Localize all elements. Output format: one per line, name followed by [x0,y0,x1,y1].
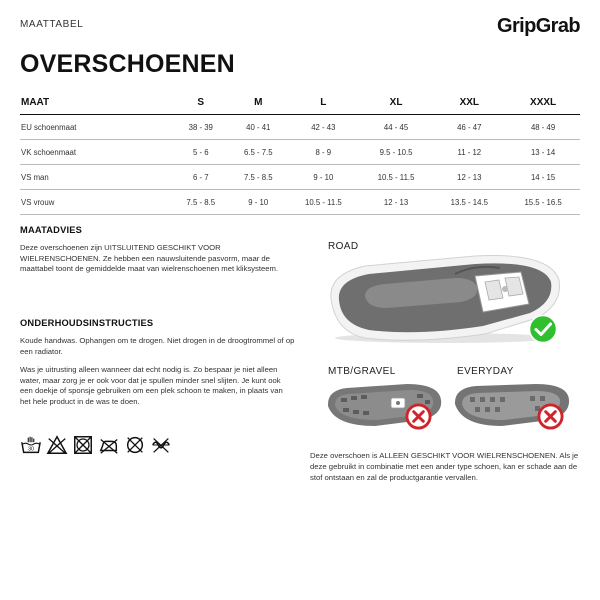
table-row [20,115,580,140]
table-cell: 40 - 41 [230,115,288,140]
column-header: L [287,90,360,115]
no-wring-icon [150,434,172,456]
table-cell: 11 - 12 [432,140,506,165]
table-cell: 7.5 - 8.5 [230,165,288,190]
page-title: OVERSCHOENEN [20,50,235,78]
brand-logo: GripGrab [497,15,580,37]
road-label: ROAD [328,241,359,252]
table-cell: 8 - 9 [287,140,360,165]
table-cell: 6 - 7 [172,165,230,190]
column-header: XL [360,90,433,115]
table-cell: 14 - 15 [506,165,580,190]
table-cell: 12 - 13 [432,165,506,190]
no-dry-clean-icon [124,434,146,456]
no-tumble-dry-icon [72,434,94,456]
table-cell: 9 - 10 [287,165,360,190]
row-label: EU schoenmaat [20,115,172,140]
compatibility-note: Deze overschoen is ALLEEN GESCHIKT VOOR WIELRENSCHOENEN. Als je deze gebruikt in combinatie met een ander type schoen, kan er schade aan de stof ontstaan en zal de productgarantie vervallen. [310,451,579,482]
column-header: M [230,90,288,115]
sizing-advice-heading: MAATADVIES [20,225,83,235]
care-icons [20,434,172,456]
table-cell: 9.5 - 10.5 [360,140,433,165]
table-cell: 46 - 47 [432,115,506,140]
table-cell: 9 - 10 [230,190,288,215]
table-row [20,140,580,165]
column-header: MAAT [20,90,172,115]
table-cell: 6.5 - 7.5 [230,140,288,165]
care-heading: ONDERHOUDSINSTRUCTIES [20,318,154,328]
hand-wash-icon [20,434,42,456]
column-header: S [172,90,230,115]
everyday-label: EVERYDAY [457,366,514,377]
page-subtitle: MAATTABEL [20,19,84,30]
care-text-1: Koude handwas. Ophangen om te drogen. Niet drogen in de droogtrommel of op een radiator. [20,336,295,356]
everyday-not-compatible-icon [537,403,564,430]
no-bleach-icon [46,434,68,456]
column-header: XXXL [506,90,580,115]
table-cell: 13 - 14 [506,140,580,165]
table-cell: 44 - 45 [360,115,433,140]
table-cell: 10.5 - 11.5 [360,165,433,190]
table-cell: 5 - 6 [172,140,230,165]
table-cell: 10.5 - 11.5 [287,190,360,215]
svg-text:30: 30 [27,446,35,453]
row-label: VS man [20,165,172,190]
table-cell: 48 - 49 [506,115,580,140]
mtb-gravel-label: MTB/GRAVEL [328,366,396,377]
table-cell: 12 - 13 [360,190,433,215]
row-label: VK schoenmaat [20,140,172,165]
size-table [20,90,580,215]
size-table-header-row [20,90,580,115]
table-cell: 38 - 39 [172,115,230,140]
table-cell: 7.5 - 8.5 [172,190,230,215]
table-cell: 42 - 43 [287,115,360,140]
row-label: VS vrouw [20,190,172,215]
table-row [20,165,580,190]
mtb-gravel-not-compatible-icon [405,403,432,430]
table-cell: 13.5 - 14.5 [432,190,506,215]
sizing-advice-text: Deze overschoenen zijn UITSLUITEND GESCHIKT VOOR WIELRENSCHOENEN. Ze hebben een nauwsluitende pasvorm, maar de maattabel toont de gemiddelde maat van wielrenschoenen met kliksysteem. [20,243,279,273]
road-compatible-check-icon [528,314,558,344]
table-cell: 15.5 - 16.5 [506,190,580,215]
no-iron-icon [98,434,120,456]
column-header: XXL [432,90,506,115]
table-row [20,190,580,215]
care-text-2: Was je uitrusting alleen wanneer dat echt nodig is. Zo bespaar je niet alleen water, maar zorg je er ook voor dat je spullen minder snel slijten. Je kunt ook een doekje of sponsje gebruiken om een plek schoon te maken, in plaats van het hele product in de was te doen. [20,365,283,406]
